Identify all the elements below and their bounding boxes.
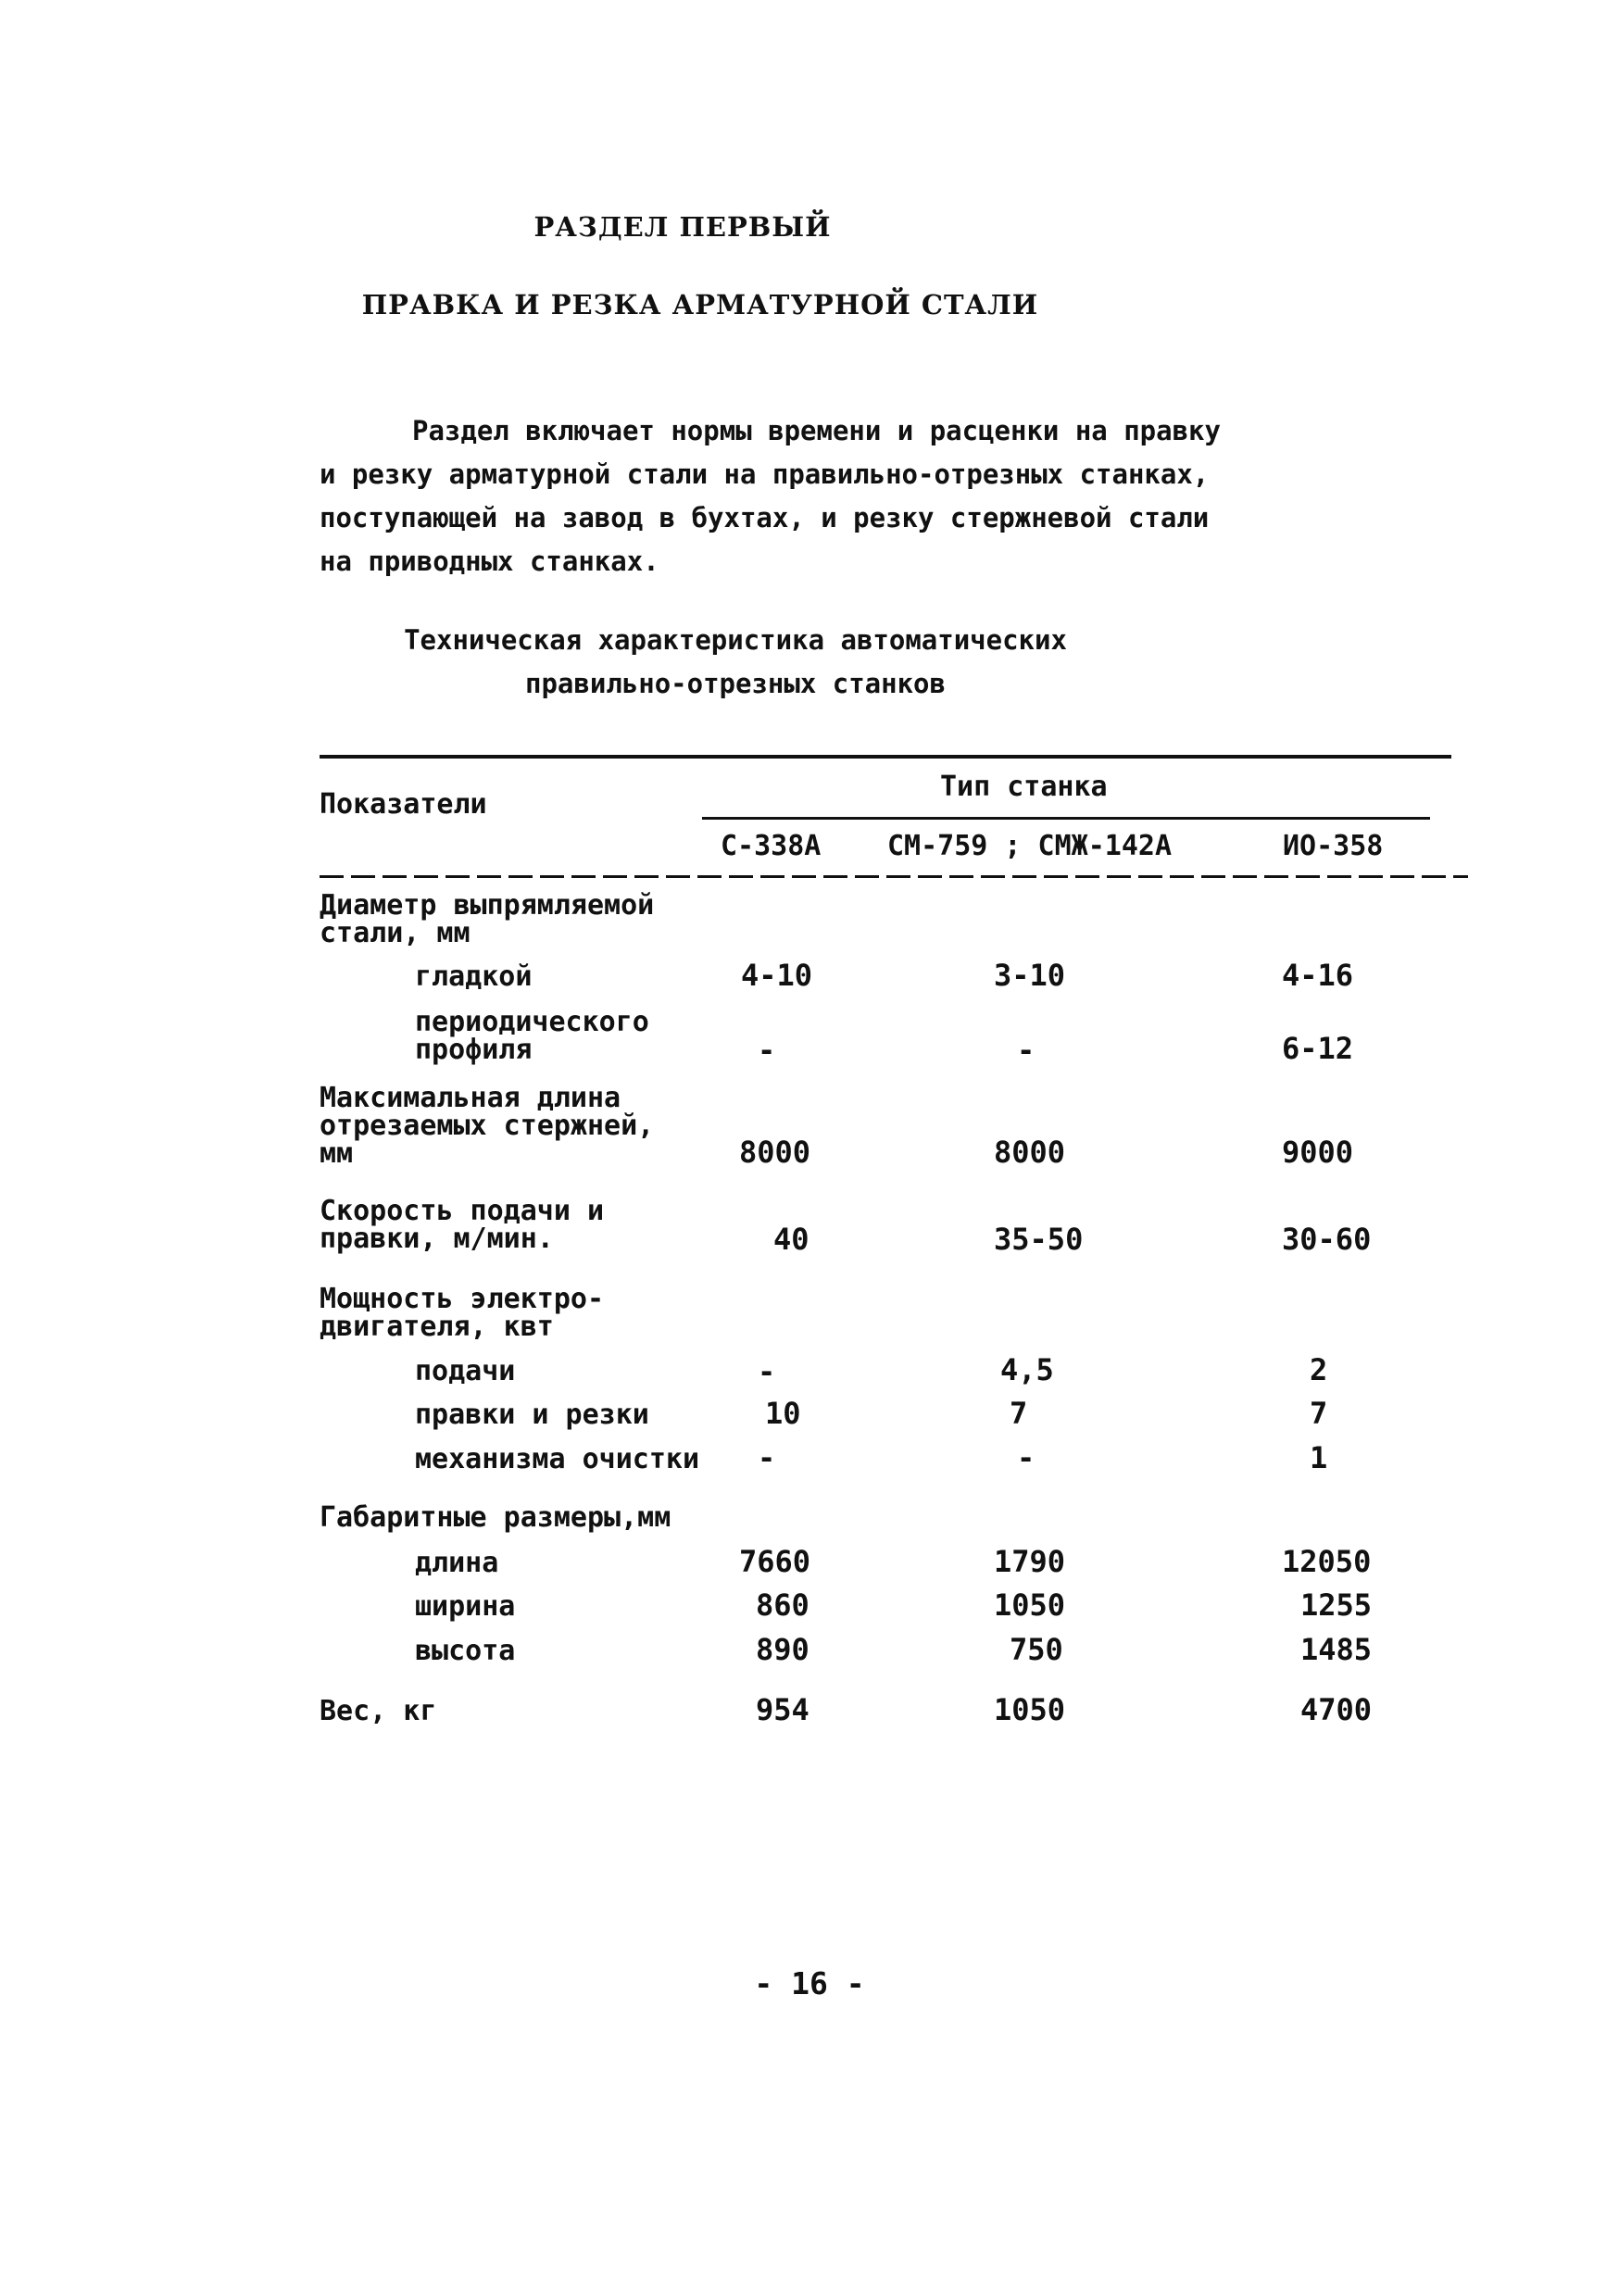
cell-value: 4-10 xyxy=(741,958,813,993)
cell-value: 7 xyxy=(1310,1396,1328,1431)
cell-value: - xyxy=(758,1440,776,1475)
intro-paragraph xyxy=(320,409,1338,583)
cell-value: - xyxy=(758,1033,776,1068)
table-caption xyxy=(0,619,1619,706)
caption-line: Техническая характеристика автоматических xyxy=(404,624,1067,656)
header-machine-2: СМ-759 ; СМЖ-142А xyxy=(887,830,1173,862)
row-label-cleaning: механизма очистки xyxy=(415,1443,700,1475)
intro-line: и резку арматурной стали на правильно-отрезных станках, xyxy=(320,458,1210,490)
row-label-max-length: мм xyxy=(320,1137,354,1170)
cell-value: 1050 xyxy=(994,1692,1066,1727)
row-label-straighten-cut: правки и резки xyxy=(415,1399,649,1431)
row-label-speed: правки, м/мин. xyxy=(320,1223,554,1255)
cell-value: - xyxy=(758,1354,776,1389)
row-label-power: двигателя, квт xyxy=(320,1311,554,1343)
intro-line: поступающей на завод в бухтах, и резку стержневой стали xyxy=(320,502,1210,533)
cell-value: 860 xyxy=(756,1587,810,1623)
cell-value: 7 xyxy=(1010,1396,1028,1431)
row-label-height: высота xyxy=(415,1635,516,1667)
header-bottom-rule xyxy=(320,875,1468,878)
cell-value: 1 xyxy=(1310,1440,1328,1475)
cell-value: 890 xyxy=(756,1632,810,1667)
cell-value: 954 xyxy=(756,1692,810,1727)
row-label-power: Мощность электро- xyxy=(320,1283,605,1315)
cell-value: 4700 xyxy=(1300,1692,1373,1727)
cell-value: 40 xyxy=(773,1222,810,1257)
cell-value: 1790 xyxy=(994,1544,1066,1579)
cell-value: 3-10 xyxy=(994,958,1066,993)
cell-value: 4,5 xyxy=(1000,1352,1054,1387)
row-label-diameter: Диаметр выпрямляемой xyxy=(320,889,655,922)
row-label-smooth: гладкой xyxy=(415,960,533,993)
row-label-max-length: отрезаемых стержней, xyxy=(320,1110,655,1142)
cell-value: 1485 xyxy=(1300,1632,1373,1667)
header-machine-1: С-338А xyxy=(721,830,822,862)
table-top-rule xyxy=(320,755,1451,759)
row-label-feed: подачи xyxy=(415,1355,516,1387)
header-indicators: Показатели xyxy=(320,788,487,821)
intro-line: Раздел включает нормы времени и расценки на правку xyxy=(412,415,1221,446)
row-label-diameter: стали, мм xyxy=(320,917,471,949)
cell-value: 2 xyxy=(1310,1352,1328,1387)
section-subtitle: ПРАВКА И РЕЗКА АРМАТУРНОЙ СТАЛИ xyxy=(361,289,1039,320)
header-group-rule xyxy=(702,817,1430,820)
cell-value: 750 xyxy=(1010,1632,1063,1667)
caption-line: правильно-отрезных станков xyxy=(525,668,946,699)
cell-value: 8000 xyxy=(739,1135,811,1170)
cell-value: 30-60 xyxy=(1282,1222,1372,1257)
row-label-periodic: периодического xyxy=(415,1006,649,1038)
cell-value: 7660 xyxy=(739,1544,811,1579)
row-label-width: ширина xyxy=(415,1590,516,1623)
header-machine-3: ИО-358 xyxy=(1283,830,1384,862)
cell-value: 6-12 xyxy=(1282,1031,1354,1066)
row-label-weight: Вес, кг xyxy=(320,1695,437,1727)
row-label-length: длина xyxy=(415,1547,499,1579)
intro-line: на приводных станках. xyxy=(320,546,659,577)
row-label-speed: Скорость подачи и xyxy=(320,1195,605,1227)
cell-value: 12050 xyxy=(1282,1544,1372,1579)
cell-value: 1050 xyxy=(994,1587,1066,1623)
header-machine-type: Тип станка xyxy=(940,771,1108,803)
row-label-dimensions: Габаритные размеры,мм xyxy=(320,1501,671,1534)
cell-value: 10 xyxy=(765,1396,801,1431)
row-label-periodic: профиля xyxy=(415,1034,533,1066)
cell-value: 4-16 xyxy=(1282,958,1354,993)
section-title: РАЗДЕЛ ПЕРВЫЙ xyxy=(533,211,832,243)
page-number: - 16 - xyxy=(754,1965,865,2001)
cell-value: 1255 xyxy=(1300,1587,1373,1623)
cell-value: - xyxy=(1017,1033,1035,1068)
cell-value: 8000 xyxy=(994,1135,1066,1170)
cell-value: - xyxy=(1017,1440,1035,1475)
row-label-max-length: Максимальная длина xyxy=(320,1082,621,1114)
cell-value: 9000 xyxy=(1282,1135,1354,1170)
cell-value: 35-50 xyxy=(994,1222,1084,1257)
